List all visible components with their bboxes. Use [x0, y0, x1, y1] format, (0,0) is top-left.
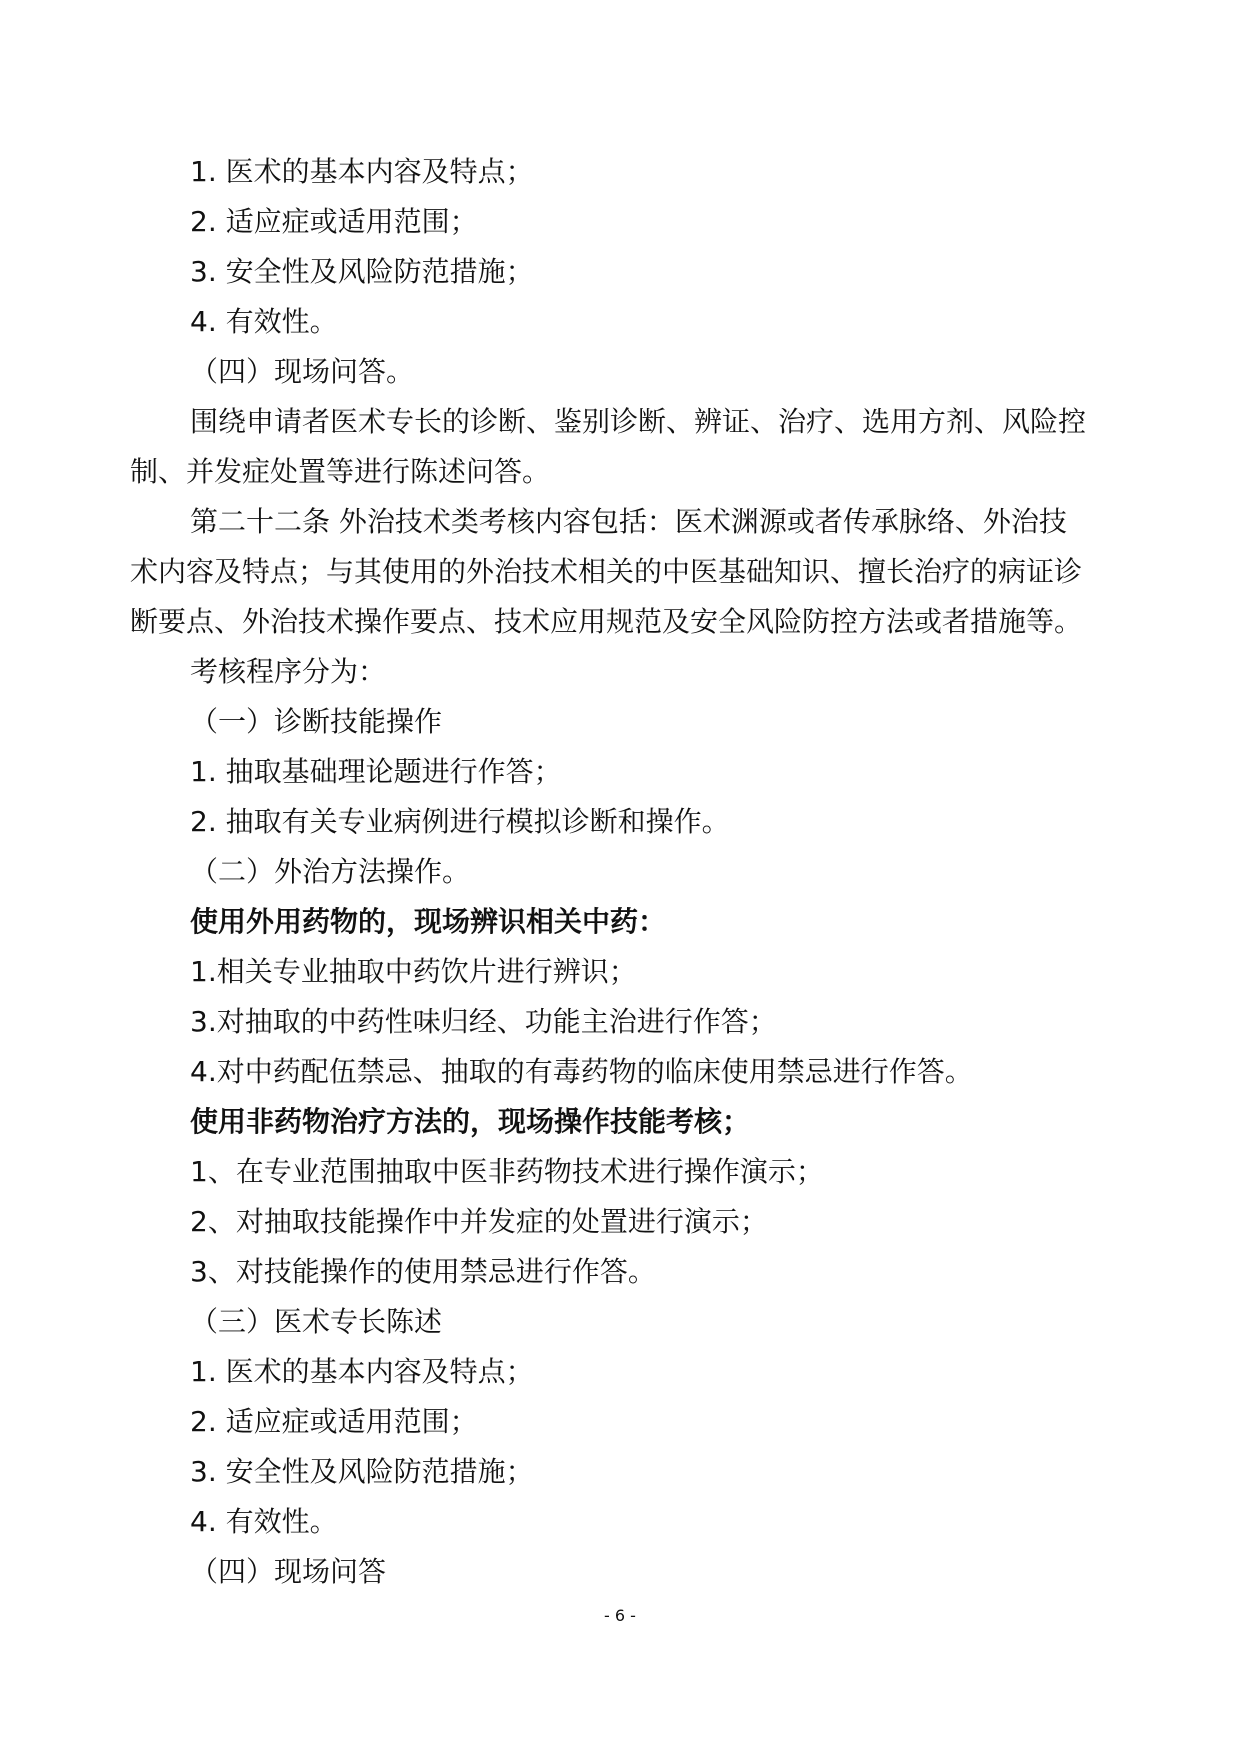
- section-heading-4: （四）现场问答。: [190, 355, 415, 388]
- paragraph-line: 围绕申请者医术专长的诊断、鉴别诊断、辨证、治疗、选用方剂、风险控: [190, 405, 1087, 438]
- list-item-4: 4.对中药配伍禁忌、抽取的有毒药物的临床使用禁忌进行作答。: [190, 1055, 973, 1088]
- list-item-2: 2. 适应症或适用范围；: [190, 1405, 478, 1438]
- page-number: - 6 -: [604, 1606, 636, 1625]
- section-heading-2: （二）外治方法操作。: [190, 855, 471, 888]
- list-item-1: 1.相关专业抽取中药饮片进行辨识；: [190, 955, 637, 988]
- list-item-2: 2. 适应症或适用范围；: [190, 205, 478, 238]
- paragraph-line: 断要点、外治技术操作要点、技术应用规范及安全风险防控方法或者措施等。: [130, 605, 1083, 638]
- list-item-1: 1. 医术的基本内容及特点；: [190, 1355, 534, 1388]
- section-heading-1: （一）诊断技能操作: [190, 705, 443, 738]
- list-item-4: 4. 有效性。: [190, 305, 338, 338]
- article-22-line: 第二十二条 外治技术类考核内容包括：医术渊源或者传承脉络、外治技: [190, 505, 1067, 538]
- bold-subheading-topical-drugs: 使用外用药物的，现场辨识相关中药：: [190, 905, 667, 938]
- list-item-3: 3.对抽取的中药性味归经、功能主治进行作答；: [190, 1005, 777, 1038]
- section-heading-3: （三）医术专长陈述: [190, 1305, 443, 1338]
- paragraph-line: 术内容及特点；与其使用的外治技术相关的中医基础知识、擅长治疗的病证诊: [130, 555, 1083, 588]
- paragraph-line: 制、并发症处置等进行陈述问答。: [130, 455, 551, 488]
- procedure-intro: 考核程序分为：: [190, 655, 387, 688]
- list-item-2: 2. 抽取有关专业病例进行模拟诊断和操作。: [190, 805, 730, 838]
- list-item-1: 1. 抽取基础理论题进行作答；: [190, 755, 562, 788]
- bold-subheading-non-drug: 使用非药物治疗方法的，现场操作技能考核；: [190, 1105, 751, 1138]
- section-heading-4: （四）现场问答: [190, 1555, 387, 1588]
- list-item-4: 4. 有效性。: [190, 1505, 338, 1538]
- list-item-3: 3、对技能操作的使用禁忌进行作答。: [190, 1255, 656, 1288]
- list-item-2: 2、对抽取技能操作中并发症的处置进行演示；: [190, 1205, 768, 1238]
- list-item-1: 1、在专业范围抽取中医非药物技术进行操作演示；: [190, 1155, 824, 1188]
- list-item-3: 3. 安全性及风险防范措施；: [190, 255, 534, 288]
- list-item-1: 1. 医术的基本内容及特点；: [190, 155, 534, 188]
- list-item-3: 3. 安全性及风险防范措施；: [190, 1455, 534, 1488]
